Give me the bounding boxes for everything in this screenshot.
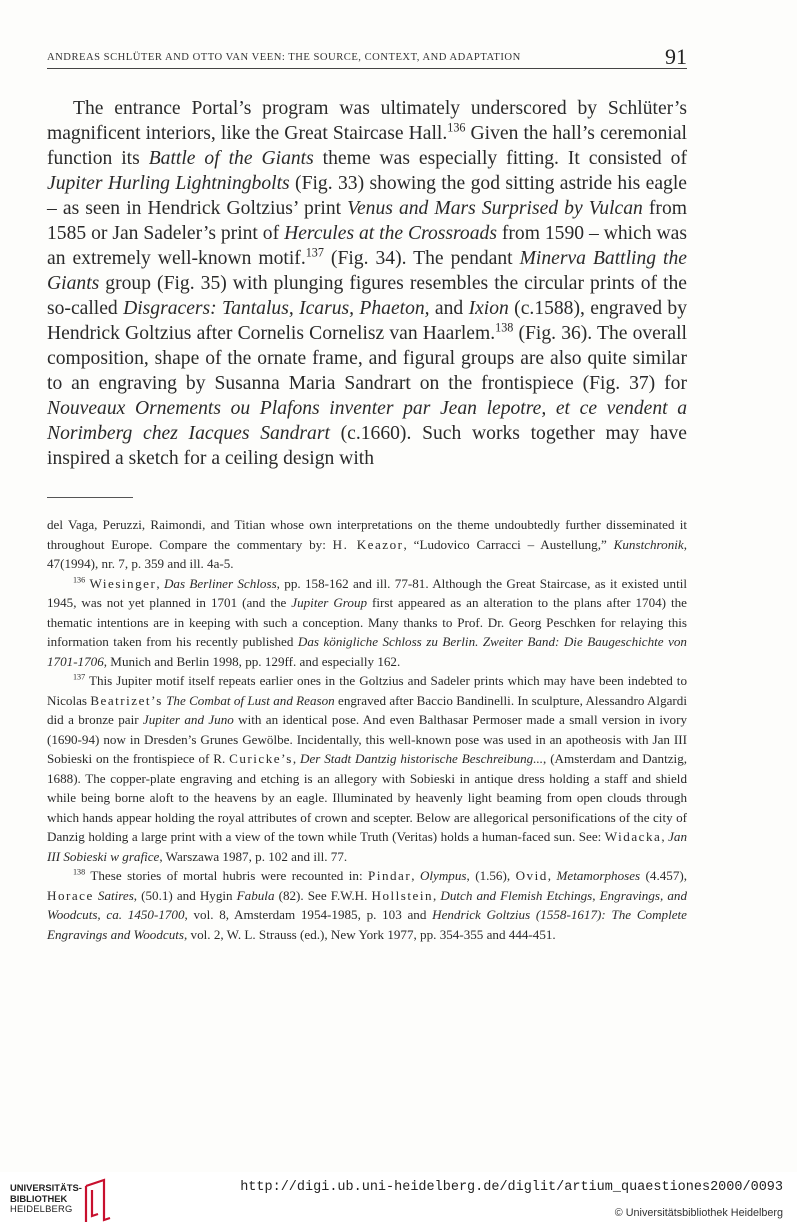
footnote-number: 136 — [73, 575, 86, 585]
main-text — [47, 96, 687, 471]
page-number: 91 — [665, 44, 687, 69]
copyright-notice: © Universitätsbibliothek Heidelberg — [614, 1207, 783, 1219]
footnote-number: 138 — [73, 867, 86, 877]
footnote-ref-137[interactable]: 137 — [305, 245, 324, 260]
footnote-137: $^{137}$ This Jupiter motif itself repeats earlier ones in the Goltzius and Sadeler prints which may have been indebted to Nicolas Beatrizet’s The Combat of Lust and Reason engraved after Baccio Bandinelli. In sculpture, Alessandro Algardi did a bronze pair Jupiter and Juno with an identical pose. And even Balthasar Permoser made a small version in ivory (1690-94) now in Dresden’s Grunes Gewölbe. Incidentally, this well-known pose was used in an apotheosis with Jan III Sobieski on the frontispiece of R. Curicke’s, Der Stadt Dantzig historische Beschreibung..., (Amsterdam and Dantzig, 1688). The copper-plate engraving and etching is an allegory with Sobieski in antique dress holding a staff and shield while being borne aloft to the heavens by an eagle. Illuminated by heavenly light beaming from open clouds through which hands appear holding the royal attributes of crown and scepter. Below are allegorical personifications of the city of Danzig holding a large print with a view of the town while Truth (Veritas) holds a human-faced sun. See: Widacka, Jan III Sobieski w grafice, Warszawa 1987, p. 102 and ill. 77. — [47, 672, 688, 864]
library-logo-icon — [82, 1176, 112, 1224]
footnote-continuation: del Vaga, Peruzzi, Raimondi, and Titian whose own interpretations on the theme undoubtedly further disseminated it throughout Europe. Compare the commentary by: H. Keazor, “Ludovico Carracci – Austellung,” Kunstchronik, 47(1994), nr. 7, p. 359 and ill. 4a-5. — [47, 517, 687, 571]
source-url-link[interactable]: http://digi.ub.uni-heidelberg.de/diglit/artium_quaestiones2000/0093 — [240, 1180, 783, 1195]
running-header — [47, 46, 687, 69]
footnote-136: $^{136}$ Wiesinger, Das Berliner Schloss, pp. 158-162 and ill. 77-81. Although the Great Staircase, as it existed until 1945, was not yet planned in 1701 (and the Jupiter Group first appeared as an alteration to the plans after 1704) the thematic intentions are in keeping with such a conception. Many thanks to Prof. Dr. Georg Peschken for relaying this information taken from his recently published Das königliche Schloss zu Berlin. Zweiter Band: Die Baugeschichte von 1701-1706, Munich and Berlin 1998, pp. 129ff. and especially 162. — [47, 575, 688, 669]
footnote-number: 137 — [73, 672, 86, 682]
library-logo-text: UNIVERSITÄTS- BIBLIOTHEK HEIDELBERG — [10, 1182, 82, 1214]
footnote-138: $^{138}$ These stories of mortal hubris were recounted in: Pindar, Olympus, (1.56), Ovid, Metamorphoses (4.457), Horace Satires, (50.1) and Hygin Fabula (82). See F.W.H. Hollstein, Dutch and Flemish Etchings, Engravings, and Woodcuts, ca. 1450-1700, vol. 8, Amsterdam 1954-1985, p. 103 and Hendrick Goltzius (1558-1617): The Complete Engravings and Woodcuts, vol. 2, W. L. Strauss (ed.), New York 1977, pp. 354-355 and 444-451. — [47, 867, 688, 942]
footnotes — [47, 515, 687, 944]
footnote-ref-136[interactable]: 136 — [447, 120, 466, 135]
running-title: ANDREAS SCHLÜTER AND OTTO VAN VEEN: THE SOURCE, CONTEXT, AND ADAPTATION — [47, 52, 521, 63]
footnote-divider — [47, 497, 133, 498]
footnote-ref-138[interactable]: 138 — [495, 320, 514, 335]
body-paragraph: The entrance Portal’s program was ultimately underscored by Schlüter’s magnificent interiors, like the Great Staircase Hall.$^{136}$ Given the hall’s ceremonial function its Battle of the Giants theme was especially fitting. It consisted of Jupiter Hurling Lightningbolts (Fig. 33) showing the god sitting astride his eagle – as seen in Hendrick Goltzius’ print Venus and Mars Surprised by Vulcan from 1585 or Jan Sadeler’s print of Hercules at the Crossroads from 1590 – which was an extremely well-known motif.$^{137}$ (Fig. 34). The pendant Minerva Battling the Giants group (Fig. 35) with plunging figures resembles the circular prints of the so-called Disgracers: Tantalus, Icarus, Phaeton, and Ixion (c.1588), engraved by Hendrick Goltzius after Cornelis Cornelisz van Haarlem.$^{138}$ (Fig. 36). The overall composition, shape of the ornate frame, and figural groups are also quite similar to an engraving by Susanna Maria Sandrart on the frontispiece (Fig. 37) for Nouveaux Ornements ou Plafons inventer par Jean lepotre, et ce vendent a Norimberg chez Iacques Sandrart (c.1660). Such works together may have inspired a sketch for a ceiling design with — [47, 98, 688, 469]
